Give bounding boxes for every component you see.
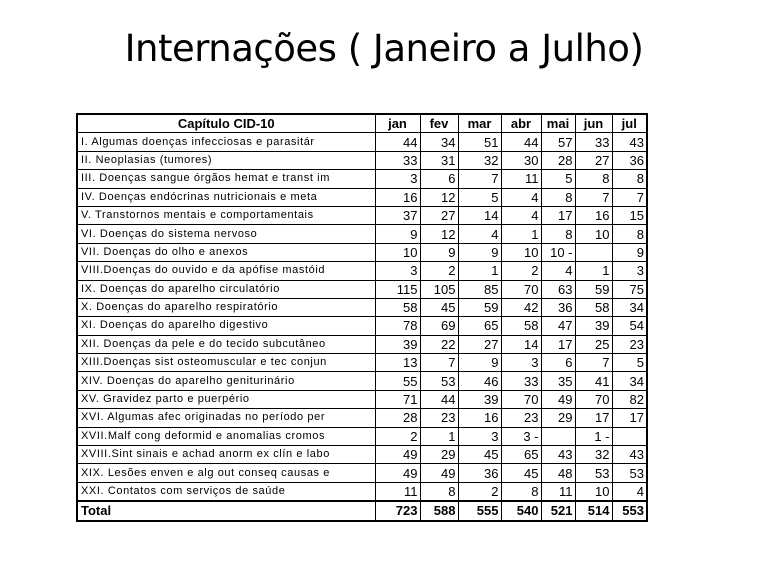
value-cell: 43 — [612, 133, 647, 151]
value-cell: 33 — [575, 133, 612, 151]
table-row — [77, 390, 647, 408]
value-cell: 23 — [420, 409, 458, 427]
value-cell: 105 — [420, 280, 458, 298]
value-cell: 16 — [375, 188, 420, 206]
value-cell: 71 — [375, 390, 420, 408]
value-cell: 45 — [501, 464, 541, 482]
chapter-cell: II. Neoplasias (tumores) — [77, 151, 375, 169]
value-cell: 17 — [541, 335, 575, 353]
value-cell: 3 — [458, 427, 501, 445]
value-cell: 1 — [458, 262, 501, 280]
value-cell: 14 — [458, 206, 501, 224]
value-cell: 4 — [541, 262, 575, 280]
chapter-cell: VI. Doenças do sistema nervoso — [77, 225, 375, 243]
value-cell: 12 — [420, 188, 458, 206]
value-cell: 82 — [612, 390, 647, 408]
value-cell: 59 — [575, 280, 612, 298]
value-cell: 49 — [375, 446, 420, 464]
value-cell: 16 — [575, 206, 612, 224]
value-cell: 27 — [458, 335, 501, 353]
chapter-cell: XIX. Lesões enven e alg out conseq causas e — [77, 464, 375, 482]
value-cell: 540 — [501, 501, 541, 520]
header-month: mai — [541, 114, 575, 133]
value-cell: 70 — [575, 390, 612, 408]
value-cell: 44 — [420, 390, 458, 408]
value-cell: 65 — [501, 446, 541, 464]
value-cell: 36 — [541, 298, 575, 316]
table-row — [77, 243, 647, 261]
value-cell: 1 — [575, 262, 612, 280]
value-cell: 42 — [501, 298, 541, 316]
value-cell: 43 — [612, 446, 647, 464]
value-cell: 32 — [458, 151, 501, 169]
chapter-cell: V. Transtornos mentais e comportamentais — [77, 206, 375, 224]
chapter-cell: XIV. Doenças do aparelho geniturinário — [77, 372, 375, 390]
value-cell: 10 — [501, 243, 541, 261]
value-cell: 6 — [541, 354, 575, 372]
value-cell: 12 — [420, 225, 458, 243]
value-cell — [612, 427, 647, 445]
table-row — [77, 206, 647, 224]
value-cell: 69 — [420, 317, 458, 335]
value-cell: 17 — [575, 409, 612, 427]
value-cell: 34 — [612, 372, 647, 390]
chapter-cell: VIII.Doenças do ouvido e da apófise mastóid — [77, 262, 375, 280]
value-cell: 1 — [501, 225, 541, 243]
value-cell: 1 - — [575, 427, 612, 445]
value-cell: 36 — [612, 151, 647, 169]
value-cell: 43 — [541, 446, 575, 464]
table-row — [77, 225, 647, 243]
chapter-cell: XXI. Contatos com serviços de saúde — [77, 482, 375, 501]
value-cell: 45 — [420, 298, 458, 316]
table-row — [77, 409, 647, 427]
value-cell: 53 — [575, 464, 612, 482]
value-cell: 39 — [575, 317, 612, 335]
header-chapter: Capítulo CID-10 — [77, 114, 375, 133]
value-cell: 65 — [458, 317, 501, 335]
value-cell: 17 — [541, 206, 575, 224]
value-cell: 55 — [375, 372, 420, 390]
chapter-cell: XVII.Malf cong deformid e anomalias cromos — [77, 427, 375, 445]
value-cell: 9 — [458, 354, 501, 372]
value-cell: 30 — [501, 151, 541, 169]
value-cell: 58 — [501, 317, 541, 335]
value-cell: 70 — [501, 280, 541, 298]
value-cell: 13 — [375, 354, 420, 372]
value-cell: 11 — [541, 482, 575, 501]
value-cell: 16 — [458, 409, 501, 427]
value-cell: 44 — [375, 133, 420, 151]
value-cell: 2 — [458, 482, 501, 501]
value-cell: 10 — [575, 482, 612, 501]
chapter-cell: XI. Doenças do aparelho digestivo — [77, 317, 375, 335]
value-cell: 723 — [375, 501, 420, 520]
value-cell: 34 — [420, 133, 458, 151]
value-cell: 8 — [541, 225, 575, 243]
header-month: mar — [458, 114, 501, 133]
value-cell: 28 — [375, 409, 420, 427]
header-month: abr — [501, 114, 541, 133]
value-cell: 3 — [612, 262, 647, 280]
value-cell: 5 — [458, 188, 501, 206]
table-row — [77, 188, 647, 206]
value-cell: 41 — [575, 372, 612, 390]
value-cell: 29 — [541, 409, 575, 427]
chapter-cell: IX. Doenças do aparelho circulatório — [77, 280, 375, 298]
chapter-cell: Total — [77, 501, 375, 520]
value-cell: 7 — [458, 170, 501, 188]
table-row — [77, 335, 647, 353]
chapter-cell: XIII.Doenças sist osteomuscular e tec conjun — [77, 354, 375, 372]
chapter-cell: III. Doenças sangue órgãos hemat e transt im — [77, 170, 375, 188]
value-cell: 75 — [612, 280, 647, 298]
value-cell: 35 — [541, 372, 575, 390]
value-cell: 22 — [420, 335, 458, 353]
value-cell: 5 — [612, 354, 647, 372]
chapter-cell: XVI. Algumas afec originadas no período per — [77, 409, 375, 427]
table-row — [77, 317, 647, 335]
value-cell: 32 — [575, 446, 612, 464]
value-cell: 1 — [420, 427, 458, 445]
value-cell: 46 — [458, 372, 501, 390]
value-cell: 14 — [501, 335, 541, 353]
value-cell: 54 — [612, 317, 647, 335]
value-cell: 49 — [375, 464, 420, 482]
table-row — [77, 262, 647, 280]
value-cell: 9 — [612, 243, 647, 261]
value-cell: 58 — [575, 298, 612, 316]
value-cell: 70 — [501, 390, 541, 408]
value-cell: 8 — [612, 225, 647, 243]
value-cell — [541, 427, 575, 445]
table-row — [77, 427, 647, 445]
value-cell: 4 — [458, 225, 501, 243]
value-cell: 553 — [612, 501, 647, 520]
value-cell: 31 — [420, 151, 458, 169]
value-cell: 36 — [458, 464, 501, 482]
value-cell: 7 — [575, 354, 612, 372]
value-cell: 58 — [375, 298, 420, 316]
header-month: jul — [612, 114, 647, 133]
value-cell: 45 — [458, 446, 501, 464]
table-row — [77, 151, 647, 169]
value-cell: 63 — [541, 280, 575, 298]
value-cell: 37 — [375, 206, 420, 224]
value-cell: 23 — [501, 409, 541, 427]
value-cell: 49 — [541, 390, 575, 408]
value-cell: 514 — [575, 501, 612, 520]
value-cell: 8 — [420, 482, 458, 501]
value-cell: 10 — [375, 243, 420, 261]
header-month: jan — [375, 114, 420, 133]
value-cell: 78 — [375, 317, 420, 335]
value-cell: 53 — [420, 372, 458, 390]
table-row — [77, 298, 647, 316]
value-cell: 4 — [501, 188, 541, 206]
value-cell: 7 — [420, 354, 458, 372]
table-row — [77, 280, 647, 298]
value-cell: 8 — [501, 482, 541, 501]
value-cell: 9 — [458, 243, 501, 261]
value-cell: 3 — [375, 262, 420, 280]
total-row — [77, 501, 647, 520]
value-cell: 53 — [612, 464, 647, 482]
value-cell: 115 — [375, 280, 420, 298]
value-cell: 17 — [612, 409, 647, 427]
value-cell: 2 — [420, 262, 458, 280]
value-cell: 2 — [501, 262, 541, 280]
value-cell: 15 — [612, 206, 647, 224]
chapter-cell: XV. Gravidez parto e puerpério — [77, 390, 375, 408]
value-cell: 44 — [501, 133, 541, 151]
value-cell: 48 — [541, 464, 575, 482]
value-cell: 4 — [501, 206, 541, 224]
value-cell: 39 — [458, 390, 501, 408]
value-cell: 9 — [375, 225, 420, 243]
value-cell: 555 — [458, 501, 501, 520]
value-cell: 11 — [501, 170, 541, 188]
chapter-cell: X. Doenças do aparelho respiratório — [77, 298, 375, 316]
page-title: Internações ( Janeiro a Julho) — [124, 27, 644, 70]
value-cell: 33 — [501, 372, 541, 390]
value-cell: 59 — [458, 298, 501, 316]
value-cell: 11 — [375, 482, 420, 501]
table-row — [77, 354, 647, 372]
chapter-cell: XII. Doenças da pele e do tecido subcutâneo — [77, 335, 375, 353]
value-cell: 51 — [458, 133, 501, 151]
value-cell: 27 — [575, 151, 612, 169]
value-cell: 10 — [575, 225, 612, 243]
value-cell: 47 — [541, 317, 575, 335]
value-cell: 3 - — [501, 427, 541, 445]
value-cell: 9 — [420, 243, 458, 261]
value-cell: 33 — [375, 151, 420, 169]
header-month: jun — [575, 114, 612, 133]
value-cell: 5 — [541, 170, 575, 188]
value-cell: 3 — [375, 170, 420, 188]
value-cell: 8 — [612, 170, 647, 188]
value-cell: 4 — [612, 482, 647, 501]
value-cell: 57 — [541, 133, 575, 151]
table-row — [77, 464, 647, 482]
chapter-cell: VII. Doenças do olho e anexos — [77, 243, 375, 261]
value-cell: 6 — [420, 170, 458, 188]
table-row — [77, 133, 647, 151]
table-row — [77, 482, 647, 501]
value-cell: 27 — [420, 206, 458, 224]
value-cell: 34 — [612, 298, 647, 316]
value-cell: 3 — [501, 354, 541, 372]
value-cell: 8 — [541, 188, 575, 206]
value-cell: 521 — [541, 501, 575, 520]
chapter-cell: I. Algumas doenças infecciosas e parasitár — [77, 133, 375, 151]
value-cell — [575, 243, 612, 261]
value-cell: 8 — [575, 170, 612, 188]
value-cell: 2 — [375, 427, 420, 445]
chapter-cell: IV. Doenças endócrinas nutricionais e meta — [77, 188, 375, 206]
value-cell: 49 — [420, 464, 458, 482]
value-cell: 588 — [420, 501, 458, 520]
value-cell: 23 — [612, 335, 647, 353]
table-row — [77, 372, 647, 390]
table-row — [77, 170, 647, 188]
table-header-row — [77, 114, 647, 133]
value-cell: 85 — [458, 280, 501, 298]
header-month: fev — [420, 114, 458, 133]
value-cell: 7 — [575, 188, 612, 206]
value-cell: 10 - — [541, 243, 575, 261]
value-cell: 29 — [420, 446, 458, 464]
table-row — [77, 446, 647, 464]
value-cell: 7 — [612, 188, 647, 206]
value-cell: 25 — [575, 335, 612, 353]
value-cell: 28 — [541, 151, 575, 169]
value-cell: 39 — [375, 335, 420, 353]
admissions-table — [76, 113, 648, 522]
chapter-cell: XVIII.Sint sinais e achad anorm ex clín e labo — [77, 446, 375, 464]
